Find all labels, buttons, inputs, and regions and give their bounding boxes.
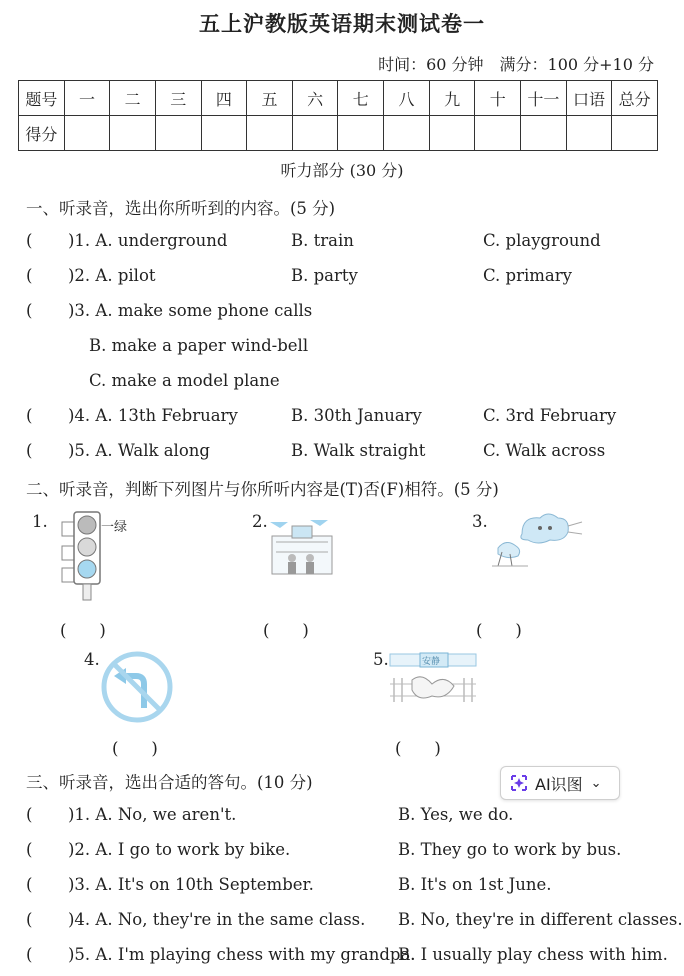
score-label-cell: 得分: [19, 116, 65, 151]
pic1-number: 1.: [32, 512, 48, 531]
answer-paren[interactable]: (: [26, 875, 33, 894]
pic3-number: 3.: [472, 512, 488, 531]
s3-q4-b: B. No, they're in different classes.: [398, 910, 683, 929]
score-cell: 二: [110, 81, 156, 116]
answer-paren[interactable]: (: [26, 910, 33, 929]
s3-q4-a: )4. A. No, they're in the same class.: [68, 910, 366, 929]
score-input-cell[interactable]: [292, 116, 338, 151]
s1-q2-a: )2. A. pilot: [68, 266, 156, 285]
chevron-down-icon[interactable]: ⌄: [590, 775, 602, 791]
score-value-row: [19, 116, 658, 151]
score-cell: 十: [475, 81, 521, 116]
s1-q5-b: B. Walk straight: [291, 441, 426, 460]
flag-icon: [270, 522, 288, 528]
ai-sparkle-icon: [509, 773, 529, 793]
wind-lines: [568, 522, 582, 534]
score-table: [18, 80, 658, 151]
page-title: 五上沪教版英语期末测试卷一: [199, 12, 485, 36]
light-bracket: [62, 546, 74, 560]
s1-q3-c: C. make a model plane: [89, 371, 280, 390]
pic5-number: 5.: [373, 650, 389, 669]
s1-q3-b: B. make a paper wind-bell: [89, 336, 309, 355]
s1-q4-b: B. 30th January: [291, 406, 422, 425]
pic2-number: 2.: [252, 512, 268, 531]
s1-q3-a: )3. A. make some phone calls: [68, 301, 313, 320]
school-picture: [266, 512, 338, 578]
flag-icon: [310, 520, 328, 526]
yellow-light: [78, 538, 96, 556]
child-figure: [306, 554, 314, 562]
s1-q1-c: C. playground: [483, 231, 601, 250]
s3-q3-b: B. It's on 1st June.: [398, 875, 552, 894]
answer-paren[interactable]: (: [26, 231, 33, 250]
cloud-eye: [548, 526, 552, 530]
windy-weather-picture: [488, 508, 584, 570]
score-input-cell[interactable]: [475, 116, 521, 151]
traffic-light-label: 一绿: [101, 520, 128, 535]
s3-q2-a: )2. A. I go to work by bike.: [68, 840, 291, 859]
score-cell: 六: [292, 81, 338, 116]
no-left-turn-sign: [100, 650, 174, 724]
pic5-answer-paren[interactable]: ( ): [395, 739, 441, 758]
cloud-eye: [538, 526, 542, 530]
answer-paren[interactable]: (: [26, 840, 33, 859]
s1-q1-a: )1. A. underground: [68, 231, 228, 250]
answer-paren[interactable]: (: [26, 266, 33, 285]
s3-q2-b: B. They go to work by bus.: [398, 840, 622, 859]
score-input-cell[interactable]: [612, 116, 658, 151]
s1-q4-c: C. 3rd February: [483, 406, 617, 425]
answer-paren[interactable]: (: [26, 441, 33, 460]
s3-q1-b: B. Yes, we do.: [398, 805, 514, 824]
score-cell: 九: [429, 81, 475, 116]
ai-button-label: AI识图: [535, 774, 583, 794]
child-figure: [306, 562, 314, 574]
score-cell: 五: [247, 81, 293, 116]
s1-q2-b: B. party: [291, 266, 358, 285]
sign-text: 安静: [422, 657, 441, 667]
answer-paren[interactable]: (: [26, 406, 33, 425]
s1-q5-a: )5. A. Walk along: [68, 441, 210, 460]
pic3-answer-paren[interactable]: ( ): [476, 621, 522, 640]
score-cell: 八: [384, 81, 430, 116]
pic1-answer-paren[interactable]: ( ): [60, 621, 106, 640]
score-header-row: [19, 81, 658, 116]
light-bracket: [62, 568, 74, 582]
score-cell: 四: [201, 81, 247, 116]
wind-cloud-icon: [521, 514, 568, 543]
score-input-cell[interactable]: [64, 116, 110, 151]
score-input-cell[interactable]: [201, 116, 247, 151]
score-cell: 总分: [612, 81, 658, 116]
child-figure: [288, 554, 296, 562]
score-cell: 题号: [19, 81, 65, 116]
s1-q2-c: C. primary: [483, 266, 572, 285]
score-input-cell[interactable]: [566, 116, 612, 151]
score-input-cell[interactable]: [384, 116, 430, 151]
s1-q4-a: )4. A. 13th February: [68, 406, 238, 425]
score-cell: 七: [338, 81, 384, 116]
s3-q5-b: B. I usually play chess with him.: [398, 945, 668, 964]
score-cell: 三: [155, 81, 201, 116]
score-input-cell[interactable]: [521, 116, 567, 151]
section3-heading: 三、听录音，选出合适的答句。(10 分): [26, 773, 313, 792]
school-gate-top: [292, 526, 312, 538]
light-pole: [83, 584, 91, 600]
score-cell: 口语: [566, 81, 612, 116]
s1-q1-b: B. train: [291, 231, 354, 250]
child-figure: [288, 562, 296, 574]
pic4-number: 4.: [84, 650, 100, 669]
score-input-cell[interactable]: [110, 116, 156, 151]
score-cell: 一: [64, 81, 110, 116]
score-cell: 十一: [521, 81, 567, 116]
s3-q3-a: )3. A. It's on 10th September.: [68, 875, 314, 894]
s3-q5-a: )5. A. I'm playing chess with my grandpa.: [68, 945, 416, 964]
answer-paren[interactable]: (: [26, 805, 33, 824]
ai-image-recognition-button[interactable]: [500, 766, 620, 800]
exam-meta: 时间：60 分钟 满分：100 分+10 分: [378, 55, 654, 74]
light-bracket: [62, 522, 74, 536]
section1-heading: 一、听录音，选出你所听到的内容。(5 分): [26, 199, 336, 218]
score-input-cell[interactable]: [429, 116, 475, 151]
score-input-cell[interactable]: [155, 116, 201, 151]
graffiti-scribble: [412, 677, 454, 698]
answer-paren[interactable]: (: [26, 945, 33, 964]
green-light: [78, 560, 96, 578]
score-input-cell[interactable]: [338, 116, 384, 151]
pic2-answer-paren[interactable]: ( ): [263, 621, 309, 640]
score-input-cell[interactable]: [247, 116, 293, 151]
pic4-answer-paren[interactable]: ( ): [112, 739, 158, 758]
section2-heading: 二、听录音，判断下列图片与你所听内容是(T)否(F)相符。(5 分): [26, 480, 499, 499]
s1-q5-c: C. Walk across: [483, 441, 606, 460]
answer-paren[interactable]: (: [26, 301, 33, 320]
s3-q1-a: )1. A. No, we aren't.: [68, 805, 237, 824]
red-light: [78, 516, 96, 534]
listening-title: 听力部分 (30 分): [280, 161, 404, 180]
